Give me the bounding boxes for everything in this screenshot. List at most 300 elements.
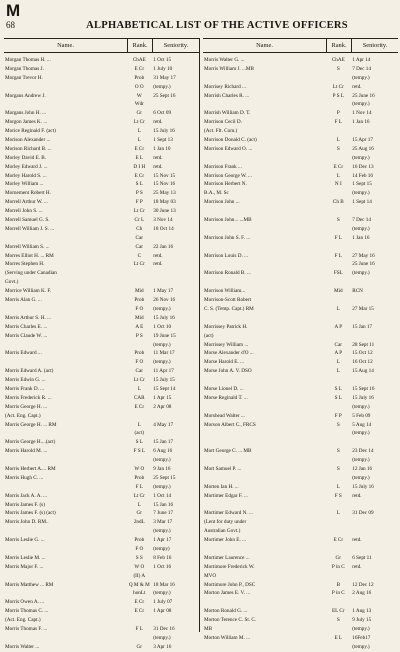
officer-seniority: (tempy.) xyxy=(153,590,171,597)
officer-name: Morris Leslie G. ... xyxy=(5,537,45,544)
officer-seniority: 31 Dec 09 xyxy=(352,510,374,517)
officer-rank xyxy=(326,456,350,465)
officer-rank xyxy=(326,403,350,412)
table-row xyxy=(4,92,199,101)
officer-seniority: 15 July 16 xyxy=(153,314,175,321)
officer-name: Morgan Thomas J. xyxy=(5,65,44,72)
officer-rank: S L xyxy=(135,181,143,188)
table-row xyxy=(203,501,398,510)
table-row xyxy=(203,163,398,172)
officer-rank: P xyxy=(336,110,340,117)
officer-rank xyxy=(326,127,350,136)
officer-seniority: 4 May 17 xyxy=(153,421,174,428)
officer-rank xyxy=(127,341,151,350)
table-row xyxy=(203,581,398,590)
officer-seniority xyxy=(350,376,398,385)
table-row xyxy=(4,518,199,527)
officer-name: Morris Edward A. (act) xyxy=(5,368,54,375)
officer-seniority: 15 Apr 17 xyxy=(352,137,373,144)
officer-name xyxy=(4,429,127,438)
officer-rank: Ch B xyxy=(332,199,344,206)
officer-rank: B xyxy=(336,581,341,588)
table-row xyxy=(203,323,398,332)
officer-name: Morley William ... xyxy=(5,181,44,188)
table-row xyxy=(4,474,199,483)
officer-rank: Gr xyxy=(136,510,143,517)
officer-rank xyxy=(326,243,350,252)
table-row xyxy=(4,456,199,465)
officer-rank xyxy=(326,376,350,385)
officer-seniority: 1 Oct 14 xyxy=(153,492,172,499)
officer-seniority: 23 Dec 14 xyxy=(352,448,374,455)
officer-rank: F S L xyxy=(133,448,146,455)
officer-seniority: 15 Jan 16 xyxy=(153,501,174,508)
officer-name xyxy=(203,376,326,385)
section-letter: M xyxy=(6,1,20,20)
officer-seniority: 6 Oct 09 xyxy=(153,110,172,117)
officer-rank xyxy=(127,634,151,643)
officer-seniority: 15 July 16 xyxy=(352,394,374,401)
table-row xyxy=(203,429,398,438)
table-row xyxy=(4,269,199,278)
table-row xyxy=(4,394,199,403)
officer-seniority xyxy=(151,269,199,278)
table-row xyxy=(4,305,199,314)
right-column-header xyxy=(203,38,398,53)
table-row xyxy=(4,278,199,287)
officer-seniority: 15 July 15 xyxy=(153,377,175,384)
officer-name: Morrell William J. S. ... xyxy=(5,225,55,232)
officer-name: Morrisey Richard ... xyxy=(204,83,246,90)
officer-rank: L xyxy=(336,172,340,179)
table-row xyxy=(203,198,398,207)
officer-rank: P in C xyxy=(331,590,345,597)
officer-seniority: 18 May 03 xyxy=(153,199,176,206)
officer-name: Morrell William S. ... xyxy=(5,243,50,250)
officer-rank: Mid xyxy=(134,288,144,295)
officer-seniority: 8 Feb 16 xyxy=(153,554,172,561)
officer-name: Morrison George W. ... xyxy=(204,172,252,179)
officer-name: Morris Thomas C. ... xyxy=(5,608,49,615)
officer-name: Morgan Trevor H. xyxy=(5,74,43,81)
officer-name: Morrison-Scott Robert xyxy=(204,297,252,304)
officer-seniority: 27 May 16 xyxy=(352,252,375,259)
officer-seniority xyxy=(350,243,398,252)
table-row xyxy=(4,501,199,510)
officer-rank xyxy=(326,429,350,438)
table-row xyxy=(4,216,199,225)
officer-rank: L xyxy=(137,421,141,428)
officer-seniority: 25 Aug 16 xyxy=(352,145,374,152)
officer-seniority: 1 Aug 13 xyxy=(352,608,372,615)
officer-rank xyxy=(326,100,350,109)
officer-name xyxy=(4,358,127,367)
table-row xyxy=(203,589,398,598)
officer-name: Morton James E. V. ... xyxy=(204,590,251,597)
officer-name: Morris Arthur S. H. ... xyxy=(5,314,51,321)
officer-seniority xyxy=(350,501,398,510)
page-header xyxy=(0,0,400,36)
table-row xyxy=(203,385,398,394)
officer-rank: L xyxy=(336,137,340,144)
officer-name: Morgon James K. ... xyxy=(5,119,48,126)
officer-seniority: 15 Oct 12 xyxy=(352,350,373,357)
officer-name: Morres Stephen H. xyxy=(5,261,45,268)
officer-name: Morris Matthew ... RM xyxy=(5,581,54,588)
officer-name: Morris Herbert A.... RM xyxy=(5,465,56,472)
officer-rank: F S xyxy=(334,492,342,499)
officer-rank: EL Cr xyxy=(331,608,345,615)
officer-rank: Lt Cr xyxy=(133,492,145,499)
officer-seniority xyxy=(350,598,398,607)
officer-name: Morris William J. ...MB xyxy=(204,65,254,72)
officer-name: Morrison William... xyxy=(204,288,246,295)
officer-rank: E Cr xyxy=(333,537,344,544)
officer-seniority: 25 June 16 xyxy=(352,261,375,268)
officer-name xyxy=(4,634,127,643)
table-row xyxy=(4,589,199,598)
officer-seniority: retd. xyxy=(153,163,163,170)
table-row xyxy=(4,643,199,652)
table-row xyxy=(203,492,398,501)
officer-seniority: 16Feb17 xyxy=(352,634,371,641)
officer-seniority xyxy=(350,438,398,447)
officer-rank: W O xyxy=(134,563,145,570)
officer-name xyxy=(203,598,326,607)
officer-name: Morice Reginald F. (act) xyxy=(5,128,56,135)
officer-seniority: 1 Sept 13 xyxy=(153,137,173,144)
officer-name: Morris Walter G. ... xyxy=(204,57,245,63)
rank-header: Rank. xyxy=(327,39,352,52)
officer-seniority: 22 Jan 16 xyxy=(153,243,174,250)
officer-seniority xyxy=(350,527,398,536)
officer-seniority: (tempy.) xyxy=(352,643,370,650)
table-row xyxy=(203,572,398,581)
officer-name: Morris Walter ... xyxy=(5,643,40,650)
officer-rank: S xyxy=(336,421,340,428)
officer-name: Mortimer Edward N. ... xyxy=(204,510,253,517)
officer-rank: Cr L xyxy=(134,217,145,224)
officer-name xyxy=(203,501,326,510)
officer-rank: Mid xyxy=(333,288,343,295)
officer-rank xyxy=(326,260,350,269)
officer-rank: Prob xyxy=(134,474,145,481)
officer-name: Morrison Frank ... xyxy=(204,163,242,170)
officer-name xyxy=(203,154,326,163)
table-row xyxy=(4,616,199,625)
officer-name: Morris Edwin G. ... xyxy=(5,377,46,384)
table-row xyxy=(203,634,398,643)
officer-rank: S S xyxy=(135,554,143,561)
table-row xyxy=(4,189,199,198)
officer-rank: ChAE xyxy=(132,57,146,63)
officer-name: Morton Ronald G. ... xyxy=(204,608,248,615)
officer-name: Morris Alan G. ... xyxy=(5,297,42,304)
officer-seniority: 27 Mar 15 xyxy=(352,305,374,312)
officer-rank: Lt Cr xyxy=(133,261,145,268)
officer-name xyxy=(4,456,127,465)
officer-rank: L xyxy=(336,510,340,517)
officer-seniority: (tempy.) xyxy=(352,474,370,481)
officer-name: Morrison Ronald B. ... xyxy=(204,270,251,277)
officer-seniority: 15 Aug 14 xyxy=(352,368,374,375)
table-row xyxy=(203,118,398,127)
officer-name xyxy=(4,527,127,536)
table-row xyxy=(203,269,398,278)
officer-seniority: 26 Nov 16 xyxy=(153,297,176,304)
officer-seniority: 12 Jan 16 xyxy=(352,465,373,472)
table-row xyxy=(203,349,398,358)
officer-seniority: (tempy.) xyxy=(153,457,171,464)
table-row xyxy=(203,56,398,65)
officer-seniority: (tempy.) xyxy=(153,359,171,366)
officer-seniority: (tempy.) xyxy=(352,626,370,632)
officer-rank: Prob xyxy=(134,74,145,81)
officer-rank: S xyxy=(336,65,340,72)
officer-seniority: 15 Jan 17 xyxy=(352,323,373,330)
officer-name: Morse Alexander d'O ... xyxy=(204,350,254,357)
officer-rank: E Cr xyxy=(333,163,344,170)
officer-seniority: retd. xyxy=(352,563,362,570)
officer-seniority: 18 Oct 14 xyxy=(153,225,174,232)
officer-rank xyxy=(326,501,350,510)
officer-name: Morse John A. V. DSO xyxy=(204,368,252,375)
officer-name: Morres Elliot H. ... RM xyxy=(5,252,54,259)
table-row xyxy=(4,367,199,376)
officer-name xyxy=(203,243,326,252)
table-row xyxy=(4,296,199,305)
officer-name: Morris George H. ... RM xyxy=(5,421,57,428)
officer-seniority xyxy=(350,127,398,136)
table-row xyxy=(203,127,398,136)
table-row xyxy=(4,207,199,216)
table-row xyxy=(203,65,398,74)
officer-name: Morshead Walter ... xyxy=(204,412,245,419)
officer-seniority: 15 Jan 17 xyxy=(153,439,174,446)
officer-rank: W xyxy=(136,92,142,99)
table-row xyxy=(203,447,398,456)
officer-name: Morton Terence C. St. C. xyxy=(204,617,257,624)
officer-seniority: 15 Nov 16 xyxy=(153,181,176,188)
officer-rank: F L xyxy=(135,626,143,632)
table-row xyxy=(203,332,398,341)
officer-rank: F L xyxy=(334,119,342,126)
table-row xyxy=(203,296,398,305)
table-row xyxy=(4,145,199,154)
table-row xyxy=(4,385,199,394)
officer-name: Morton William M. ... xyxy=(204,634,250,641)
table-row xyxy=(4,198,199,207)
table-row xyxy=(203,305,398,314)
officer-rank: S xyxy=(336,448,340,455)
table-row xyxy=(203,278,398,287)
officer-rank xyxy=(326,332,350,341)
officer-seniority: 15 Sept 14 xyxy=(153,385,176,392)
officer-rank: E L xyxy=(135,154,144,161)
officer-rank: Prob xyxy=(134,537,145,544)
officer-name: Morrell Samuel G. S. xyxy=(5,217,50,224)
officer-name: (Act. Flt. Com.) xyxy=(204,128,238,135)
officer-seniority: (tempy.) xyxy=(352,74,370,81)
officer-rank: ChAE xyxy=(331,57,345,63)
officer-name: Australian Govt.) xyxy=(204,528,241,535)
officer-name: Mortimer Laurence ... xyxy=(204,554,250,561)
officer-name xyxy=(203,314,326,323)
officer-rank xyxy=(326,572,350,581)
officer-seniority: 1 Apr 08 xyxy=(153,608,172,615)
officer-rank: D I H xyxy=(133,163,146,170)
officer-rank: E Cr xyxy=(134,65,145,72)
officer-seniority: 6 Sept 11 xyxy=(352,554,372,561)
table-row xyxy=(203,243,398,252)
officer-rank: A E xyxy=(135,323,144,330)
officer-seniority xyxy=(151,278,199,287)
officer-rank: Prob xyxy=(134,297,145,304)
officer-seniority: (tempy.) xyxy=(153,83,171,90)
officer-name: Morris Frank D. ... xyxy=(5,385,45,392)
officer-seniority: 7 June 17 xyxy=(153,510,174,517)
officer-rank: S L xyxy=(334,385,342,392)
table-row xyxy=(4,56,199,65)
officer-rank: L xyxy=(336,305,340,312)
officer-name xyxy=(4,100,127,109)
officer-name: Morley David E. B. xyxy=(5,154,47,161)
table-row xyxy=(4,287,199,296)
officer-seniority: 25 June 16 xyxy=(352,92,375,99)
officer-rank: E Cr xyxy=(134,599,145,606)
officer-name: Morrison Edward O. ... xyxy=(204,145,253,152)
officer-name: Morgans Andrew J. xyxy=(5,92,46,99)
officer-seniority xyxy=(350,278,398,287)
officer-rank: CAR xyxy=(133,394,145,401)
officer-name xyxy=(4,572,127,581)
table-row xyxy=(203,207,398,216)
officer-seniority: (tempy.) xyxy=(352,270,370,277)
officer-rank: F O xyxy=(135,305,144,312)
officer-seniority: 31 Dec 16 xyxy=(153,626,175,632)
officer-rank: S xyxy=(336,217,340,224)
officer-seniority: 1 July 07 xyxy=(153,599,173,606)
officer-rank: P S L xyxy=(332,92,344,99)
officer-seniority: (tempy.) xyxy=(352,430,370,437)
officer-seniority: 1 Jan 10 xyxy=(153,145,171,152)
page-number: 68 xyxy=(6,20,15,30)
officer-seniority: retd. xyxy=(352,492,362,499)
officer-name: C. S. (Temp. Capt.) RM xyxy=(204,305,254,312)
table-row xyxy=(4,358,199,367)
officer-rank: F O xyxy=(135,545,144,552)
officer-name: Morley Harold S. ... xyxy=(5,172,47,179)
officer-seniority: 31 May 17 xyxy=(153,74,176,81)
officer-rank xyxy=(326,474,350,483)
officer-rank: S xyxy=(336,145,340,152)
officer-rank: P in C xyxy=(331,563,345,570)
officer-rank: S L xyxy=(334,394,342,401)
officer-name: Mornement Robert H. xyxy=(5,190,51,197)
officer-seniority: (tempy.) xyxy=(352,101,370,108)
officer-seniority xyxy=(350,545,398,554)
officer-seniority: 1 Jan 16 xyxy=(352,119,370,126)
officer-seniority: 25 Sept 16 xyxy=(153,92,176,99)
table-row xyxy=(4,563,199,572)
table-row xyxy=(203,136,398,145)
officer-seniority: (tempy.) xyxy=(153,341,171,348)
officer-rank: P S xyxy=(135,332,143,339)
officer-rank: S xyxy=(336,465,340,472)
officer-seniority: 6 Aug 16 xyxy=(153,448,173,455)
officer-rank xyxy=(326,438,350,447)
officer-seniority: 12 Dec 12 xyxy=(352,581,374,588)
officer-name: Morgans John H. ... xyxy=(5,110,46,117)
table-row xyxy=(203,74,398,83)
table-row xyxy=(203,358,398,367)
table-row xyxy=(4,83,199,92)
officer-seniority: 18 Mar 16 xyxy=(153,581,175,588)
officer-name: Morison Alexander ... xyxy=(5,137,51,144)
officer-rank: Lt Cr xyxy=(133,377,145,384)
officer-seniority: 15 Nov 15 xyxy=(153,172,176,179)
officer-rank: P S xyxy=(135,190,143,197)
right-column xyxy=(203,38,398,652)
officer-name: Morris Hugh C. ... xyxy=(5,474,44,481)
table-row xyxy=(203,252,398,261)
officer-rank xyxy=(326,296,350,305)
officer-seniority xyxy=(350,518,398,527)
officer-seniority: (tempy.) xyxy=(352,403,370,410)
officer-rank: A P xyxy=(334,323,343,330)
officer-rank: A P xyxy=(334,350,343,357)
officer-rank: Lt Cr xyxy=(332,83,344,90)
table-row xyxy=(203,100,398,109)
officer-name: Morley Edward J. ... xyxy=(5,163,48,170)
right-officer-list xyxy=(203,56,398,652)
officer-seniority: retd. xyxy=(352,537,362,544)
officer-rank: Car xyxy=(135,243,144,250)
officer-rank xyxy=(326,189,350,198)
officer-name xyxy=(4,483,127,492)
rank-header: Rank. xyxy=(128,39,153,52)
table-row xyxy=(4,545,199,554)
officer-seniority: 1 Oct 16 xyxy=(153,563,172,570)
officer-rank xyxy=(326,625,350,634)
officer-seniority xyxy=(151,616,199,625)
officer-seniority: 15 July 16 xyxy=(352,483,374,490)
table-row xyxy=(4,234,199,243)
officer-name: Morris James F. (s) (act) xyxy=(5,510,56,517)
officer-rank xyxy=(127,616,151,625)
officer-seniority: 15 Sept 16 xyxy=(352,385,375,392)
officer-name xyxy=(203,456,326,465)
officer-name: (Lent for duty under xyxy=(204,519,247,526)
table-row xyxy=(4,536,199,545)
officer-name: Morris Frederick R. ... xyxy=(5,394,52,401)
table-row xyxy=(4,332,199,341)
officer-seniority: 1 Oct 15 xyxy=(153,57,172,63)
officer-name: Mortimore John P., DSC xyxy=(204,581,256,588)
officer-name: Morrison John S. F. ... xyxy=(204,234,251,241)
officer-name: Morrison Donald C. (act) xyxy=(204,137,257,144)
table-row xyxy=(4,483,199,492)
table-row xyxy=(203,287,398,296)
table-row xyxy=(4,554,199,563)
table-row xyxy=(203,456,398,465)
officer-seniority: 1 Apr 14 xyxy=(352,57,371,63)
officer-name: Morse Harold E. ... xyxy=(204,359,244,366)
officer-seniority: (tempy.) xyxy=(352,225,370,232)
officer-seniority: 14 Feb 16 xyxy=(352,172,373,179)
officer-name: Morris Leslie M. ... xyxy=(5,554,46,561)
officer-name: Morris Jack A. A. ... xyxy=(5,492,47,499)
